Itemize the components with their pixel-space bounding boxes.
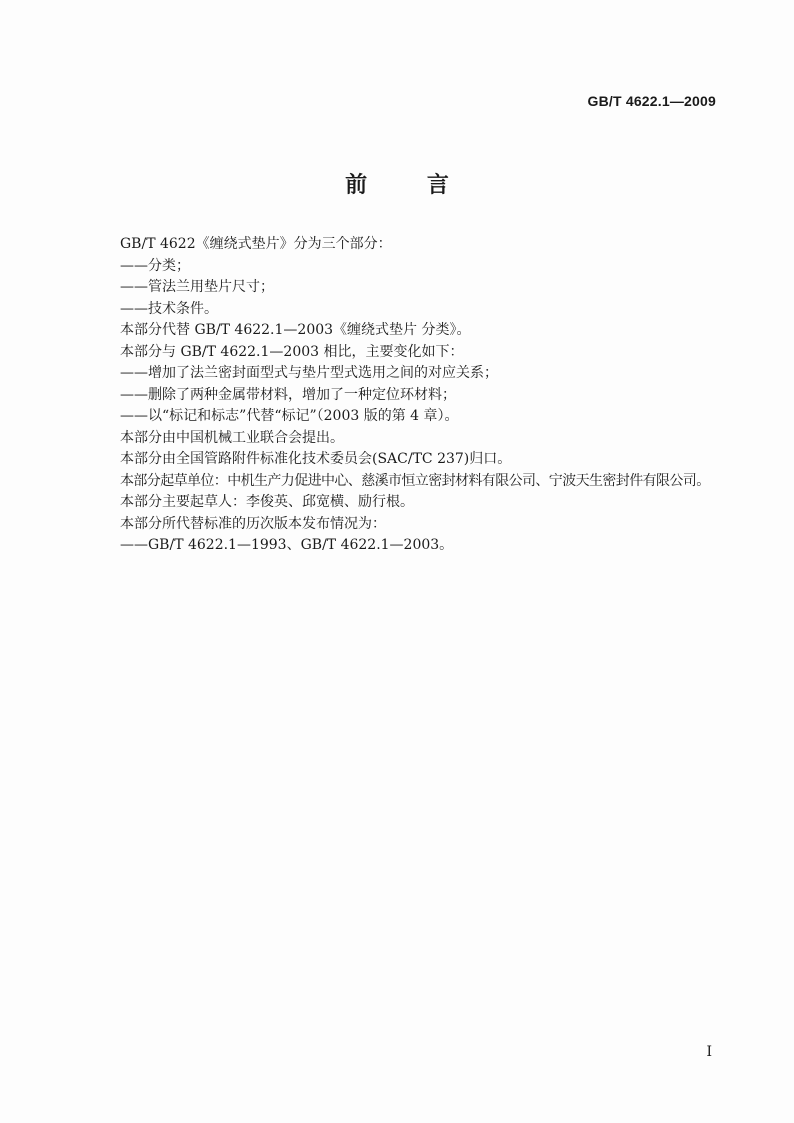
preface-line: 本部分主要起草人：李俊英、邱宽横、励行根。 xyxy=(120,494,414,510)
preface-line: ——分类； xyxy=(120,257,190,274)
preface-line: 本部分起草单位：中机生产力促进中心、慈溪市恒立密封材料有限公司、宁波天生密封件有限公司。 xyxy=(120,472,710,489)
preface-line: GB/T 4622《缠绕式垫片》分为三个部分： xyxy=(120,236,392,252)
preface-line: 本部分代替 GB/T 4622.1—2003《缠绕式垫片 分类》。 xyxy=(120,322,471,338)
preface-line: 本部分由中国机械工业联合会提出。 xyxy=(120,429,344,446)
preface-line: ——以“标记和标志”代替“标记”（2003 版的第 4 章）。 xyxy=(120,408,459,424)
preface-line: ——管法兰用垫片尺寸； xyxy=(120,279,274,295)
page-number: I xyxy=(706,1044,712,1060)
preface-line: 本部分由全国管路附件标准化技术委员会(SAC/TC 237)归口。 xyxy=(120,451,512,467)
preface-line: ——GB/T 4622.1—1993、GB/T 4622.1—2003。 xyxy=(120,537,454,553)
page-title: 前 言 xyxy=(345,173,475,198)
preface-line: 本部分与 GB/T 4622.1—2003 相比，主要变化如下： xyxy=(120,343,464,360)
standard-code: GB/T 4622.1—2009 xyxy=(587,93,716,109)
preface-line: 本部分所代替标准的历次版本发布情况为： xyxy=(120,515,386,532)
preface-body xyxy=(120,234,720,557)
preface-line: ——技术条件。 xyxy=(120,300,218,317)
preface-line: ——删除了两种金属带材料，增加了一种定位环材料； xyxy=(120,386,456,403)
preface-line: ——增加了法兰密封面型式与垫片型式选用之间的对应关系； xyxy=(120,365,498,381)
